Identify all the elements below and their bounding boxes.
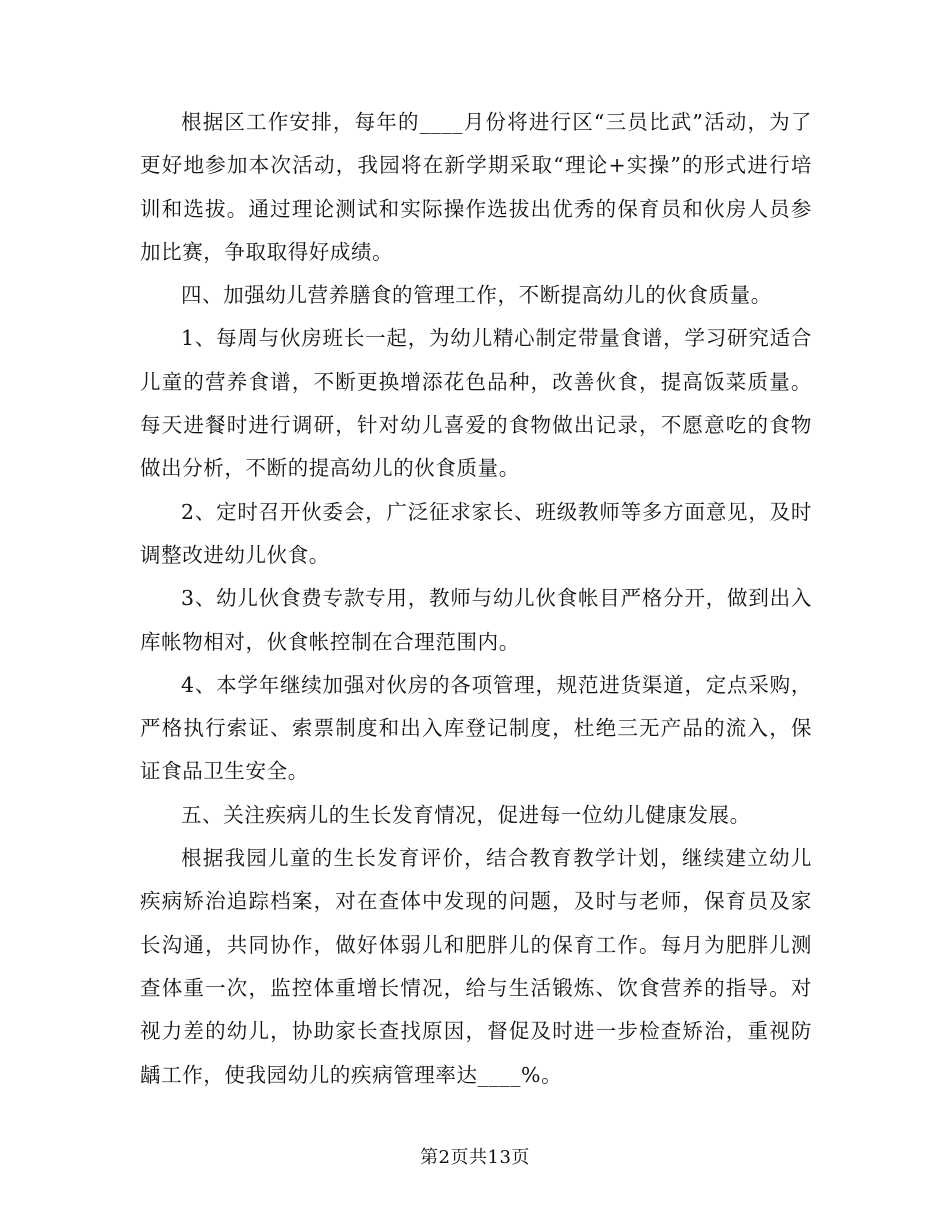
paragraph: 4、本学年继续加强对伙房的各项管理，规范进货渠道，定点采购，严格执行索证、索票制度和出入库登记制度，杜绝三无产品的流入，保证食品卫生安全。	[140, 672, 812, 784]
paragraph: 根据我园儿童的生长发育评价，结合教育教学计划，继续建立幼儿疾病矫治追踪档案，对在查体中发现的问题，及时与老师，保育员及家长沟通，共同协作，做好体弱儿和肥胖儿的保育工作。每月为肥胖儿测查体重一次，监控体重增长情况，给与生活锻炼、饮食营养的指导。对视力差的幼儿，协助家长查找原因，督促及时进一步检查矫治，重视防龋工作，使我园幼儿的疾病管理率达____%。	[140, 846, 812, 1087]
section-heading: 五、关注疾病儿的生长发育情况，促进每一位幼儿健康发展。	[181, 802, 751, 827]
page-number-footer: 第2页共13页	[420, 1147, 530, 1168]
section-heading: 四、加强幼儿营养膳食的管理工作，不断提高幼儿的伙食质量。	[181, 283, 772, 308]
document-body	[140, 101, 812, 1097]
paragraph: 2、定时召开伙委会，广泛征求家长、班级教师等多方面意见，及时调整改进幼儿伙食。	[140, 499, 812, 567]
paragraph: 根据区工作安排，每年的____月份将进行区“三员比武”活动，为了更好地参加本次活动，我园将在新学期采取“理论+实操”的形式进行培训和选拔。通过理论测试和实际操作选拔出优秀的保育员和伙房人员参加比赛，争取取得好成绩。	[140, 110, 812, 264]
paragraph: 3、幼儿伙食费专款专用，教师与幼儿伙食帐目严格分开，做到出入库帐物相对，伙食帐控制在合理范围内。	[140, 586, 812, 654]
paragraph: 1、每周与伙房班长一起，为幼儿精心制定带量食谱，学习研究适合儿童的营养食谱，不断更换增添花色品种，改善伙食，提高饭菜质量。每天进餐时进行调研，针对幼儿喜爱的食物做出记录，不愿意吃的食物做出分析，不断的提高幼儿的伙食质量。	[140, 326, 812, 481]
